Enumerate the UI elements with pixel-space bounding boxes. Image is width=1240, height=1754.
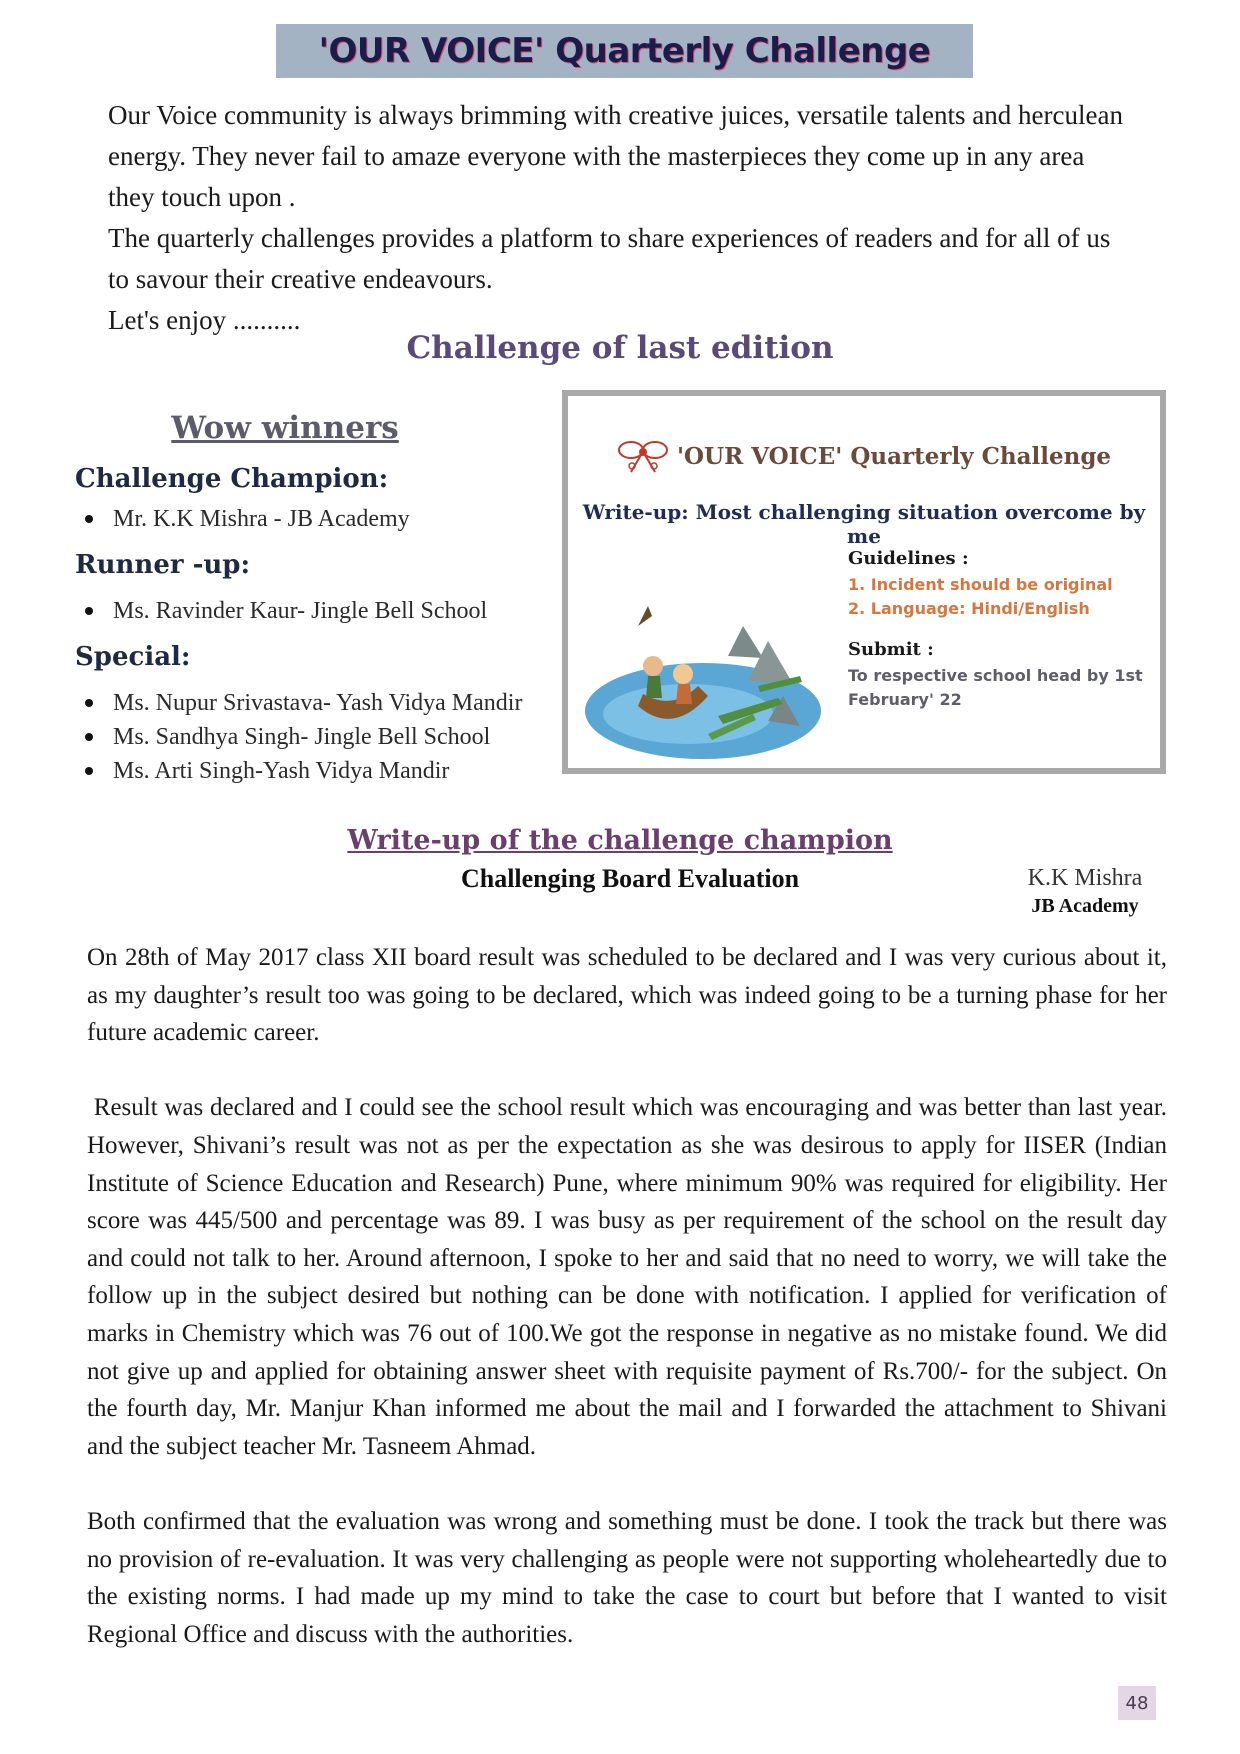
header-banner <box>276 24 973 78</box>
submit-line: To respective school head by 1st <box>848 666 1143 685</box>
body-paragraph: Result was declared and I could see the school result which was encouraging and was better than last year. However, Shivani’s result was not as per the expectation as she was desirous to apply for IISER (Indian Institute of Science Education and Research) Pune, where minimum 90% was required for eligibility. Her score was 445/500 and percentage was 89. I was busy as per requirement of the school on the result day and could not talk to her. Around afternoon, I spoke to her and said that no need to worry, we will take the follow up in the subject desired but nothing can be done with notification. I applied for verification of marks in Chemistry which was 76 out of 100.We got the response in negative as no mistake found. We did not give up and applied for obtaining answer sheet with requisite payment of Rs.700/- for the subject. On the fourth day, Mr. Manjur Khan informed me about the mail and I forwarded the attachment to Shivani and the subject teacher Mr. Tasneem Ahmad. <box>87 1094 1174 1460</box>
writeup-title: Challenging Board Evaluation <box>460 864 800 893</box>
submit-line: February' 22 <box>848 690 962 709</box>
guideline-item: 2. Language: Hindi/English <box>848 599 1090 618</box>
intro-section <box>108 95 1128 341</box>
author-school: JB Academy <box>1031 895 1139 917</box>
author-block <box>1000 864 1170 920</box>
page-number: 48 <box>1118 1686 1156 1720</box>
winners-section <box>75 410 565 802</box>
champion-writeup-heading: Write-up of the challenge champion <box>347 825 893 856</box>
intro-paragraph: Our Voice community is always brimming with creative juices, versatile talents and herculean energy. They never fail to amaze everyone with the masterpieces they come up in any area they touch upon . <box>108 100 1123 212</box>
submit-heading: Submit : <box>848 639 934 660</box>
winner-item: Ms. Nupur Srivastava- Yash Vidya Mandir <box>75 686 565 720</box>
body-paragraph: Both confirmed that the evaluation was wrong and something must be done. I took the track but there was no provision of re-evaluation. It was very challenging as people were not supporting wholeheartedly due to the existing norms. I had made up my mind to take the case to court but before that I wanted to visit Regional Office and discuss with the authorities. <box>87 1507 1167 1648</box>
last-edition-heading: Challenge of last edition <box>406 330 834 366</box>
winner-item: Ms. Arti Singh-Yash Vidya Mandir <box>75 754 565 788</box>
writeup-body <box>87 939 1174 1691</box>
category-title: Challenge Champion: <box>75 464 389 494</box>
guidelines-heading: Guidelines : <box>848 548 969 569</box>
winner-list <box>75 502 565 536</box>
poster-details <box>848 548 1158 712</box>
boat-illustration <box>578 586 828 766</box>
body-paragraph: On 28th of May 2017 class XII board result was scheduled to be declared and I was very curious about it, as my daughter’s result too was going to be declared, which was indeed going to be a turning phase for her future academic career. <box>87 944 1167 1047</box>
winner-item: Mr. K.K Mishra - JB Academy <box>75 502 565 536</box>
category-title: Runner -up: <box>75 550 251 580</box>
winners-heading: Wow winners <box>171 410 399 446</box>
poster-title: 'OUR VOICE' Quarterly Challenge <box>676 442 1112 470</box>
winner-item: Ms. Sandhya Singh- Jingle Bell School <box>75 720 565 754</box>
winner-list <box>75 686 565 788</box>
winner-list <box>75 594 565 628</box>
poster-title-row <box>568 436 1160 476</box>
ribbon-bow-icon <box>617 436 669 476</box>
winner-item: Ms. Ravinder Kaur- Jingle Bell School <box>75 594 565 628</box>
category-title: Special: <box>75 642 191 672</box>
page-title: 'OUR VOICE' Quarterly Challenge <box>318 31 931 71</box>
intro-paragraph: The quarterly challenges provides a platform to share experiences of readers and for all of us to savour their creative endeavours. <box>108 223 1111 294</box>
author-name: K.K Mishra <box>1027 865 1143 891</box>
guideline-item: 1. Incident should be original <box>848 575 1113 594</box>
challenge-poster <box>562 390 1166 774</box>
poster-subtitle: Write-up: Most challenging situation overcome by me <box>582 500 1146 548</box>
intro-paragraph: Let's enjoy .......... <box>108 305 301 335</box>
